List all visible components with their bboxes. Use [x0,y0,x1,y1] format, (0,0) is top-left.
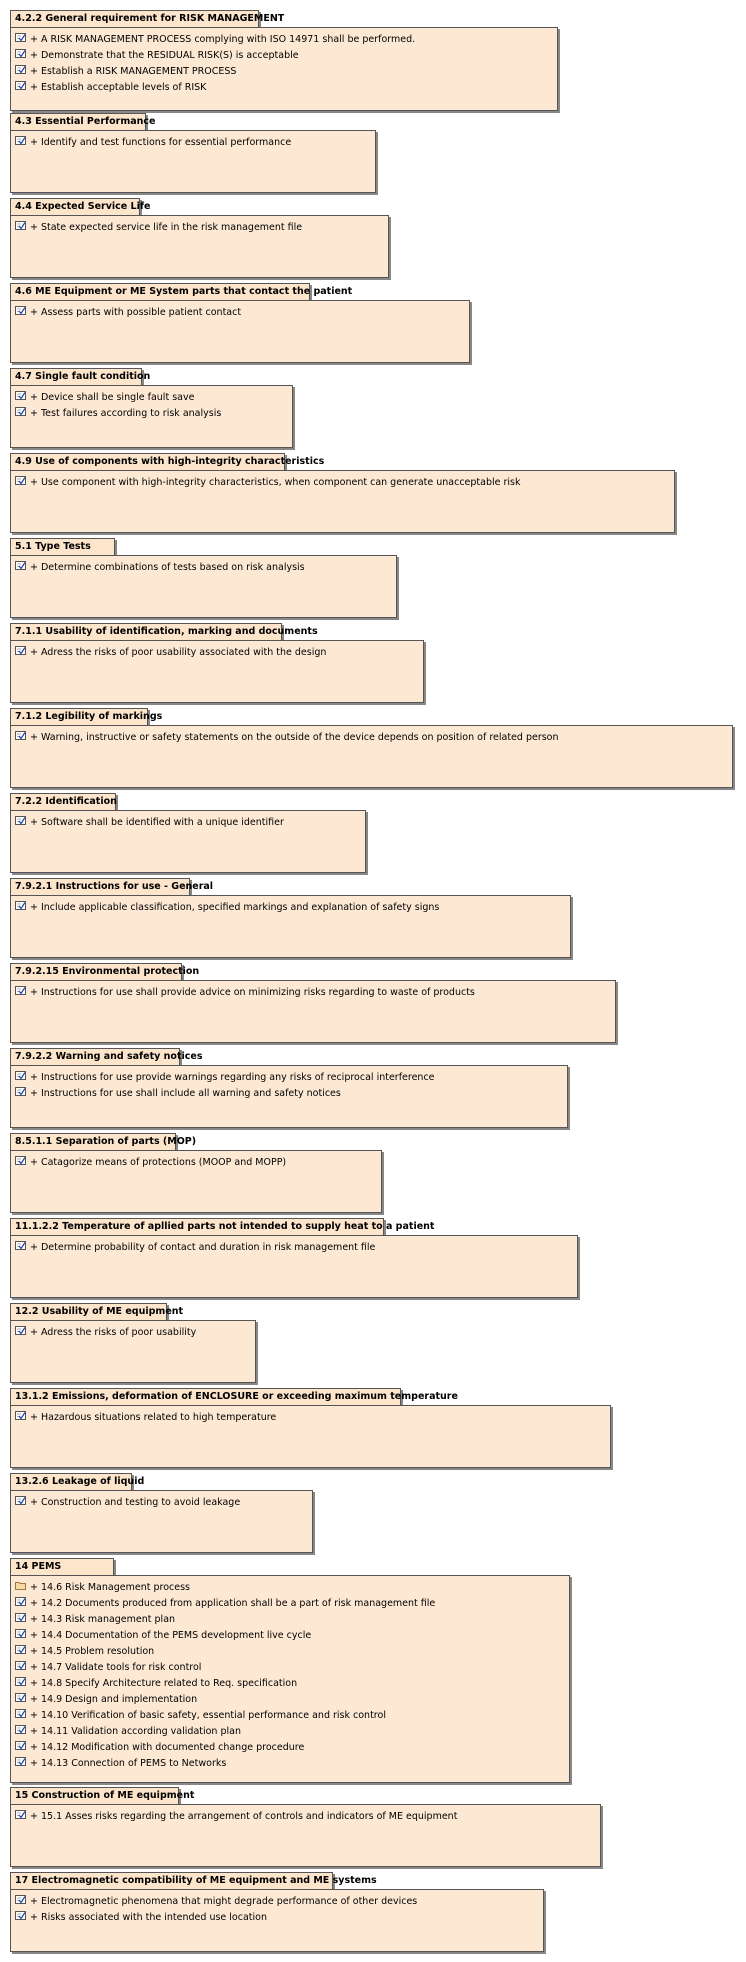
requirement-icon [15,1612,30,1628]
package-title: 8.5.1.1 Separation of parts (MOP) [10,1133,176,1150]
item-label: + 14.12 Modification with documented change procedure [30,1742,305,1753]
package-body [10,1150,382,1213]
list-item[interactable] [15,1086,567,1102]
item-label: + 14.3 Risk management plan [30,1614,176,1625]
item-label: + 15.1 Asses risks regarding the arrangement of controls and indicators of ME equipment [30,1811,458,1822]
item-label: + 14.13 Connection of PEMS to Networks [30,1758,227,1769]
list-item[interactable] [15,1708,569,1724]
requirement-icon [15,1708,30,1724]
list-item[interactable] [15,135,375,151]
item-label: + 14.5 Problem resolution [30,1646,155,1657]
requirement-icon [15,1809,30,1825]
package-title: 13.1.2 Emissions, deformation of ENCLOSURE or exceeding maximum temperature [10,1388,401,1405]
list-item[interactable] [15,48,557,64]
item-label: + Instructions for use shall include all warning and safety notices [30,1088,341,1099]
item-label: + Adress the risks of poor usability associated with the design [30,647,327,658]
item-label: + Hazardous situations related to high temperature [30,1412,277,1423]
item-label: + Establish a RISK MANAGEMENT PROCESS [30,66,237,77]
package-title: 11.1.2.2 Temperature of apllied parts not intended to supply heat to a patient [10,1218,384,1235]
list-item[interactable] [15,645,423,661]
requirement-icon [15,1410,30,1426]
requirement-icon [15,1660,30,1676]
list-item[interactable] [15,1596,569,1612]
requirement-icon [15,1692,30,1708]
list-item[interactable] [15,730,732,746]
package-title: 4.3 Essential Performance [10,113,146,130]
package-title: 4.2.2 General requirement for RISK MANAGEMENT [10,10,259,27]
list-item[interactable] [15,1155,381,1171]
item-label: + Adress the risks of poor usability [30,1327,197,1338]
package-title: 7.9.2.1 Instructions for use - General [10,878,190,895]
package-body [10,215,389,278]
package-body [10,1065,568,1128]
package-title: 5.1 Type Tests [10,538,115,555]
list-item[interactable] [15,1612,569,1628]
list-item[interactable] [15,1660,569,1676]
list-item[interactable] [15,220,388,236]
list-item[interactable] [15,1756,569,1772]
item-label: + 14.8 Specify Architecture related to Req. specification [30,1678,298,1689]
requirement-icon [15,1325,30,1341]
list-item[interactable] [15,1740,569,1756]
item-label: + Determine combinations of tests based on risk analysis [30,562,305,573]
list-item[interactable] [15,390,292,406]
package-title: 4.6 ME Equipment or ME System parts that contact the patient [10,283,310,300]
package-body [10,1235,578,1298]
requirement-icon [15,80,30,96]
list-item[interactable] [15,64,557,80]
package-title: 7.9.2.2 Warning and safety notices [10,1048,180,1065]
requirement-icon [15,475,30,491]
requirement-icon [15,1240,30,1256]
package-body [10,1804,601,1867]
list-item[interactable] [15,32,557,48]
requirement-icon [15,1894,30,1910]
item-label: + Construction and testing to avoid leakage [30,1497,241,1508]
package-body [10,725,733,788]
item-label: + Software shall be identified with a unique identifier [30,817,284,828]
package-title: 15 Construction of ME equipment [10,1787,179,1804]
requirement-icon [15,32,30,48]
item-label: + Establish acceptable levels of RISK [30,82,207,93]
package-body [10,470,675,533]
list-item[interactable] [15,1894,543,1910]
item-label: + Instructions for use provide warnings regarding any risks of reciprocal interference [30,1072,435,1083]
item-label: + 14.7 Validate tools for risk control [30,1662,202,1673]
list-item[interactable] [15,900,570,916]
package-title: 13.2.6 Leakage of liquid [10,1473,132,1490]
list-item[interactable] [15,815,365,831]
package-body [10,555,397,618]
item-label: + Demonstrate that the RESIDUAL RISK(S) is acceptable [30,50,299,61]
requirement-icon [15,1676,30,1692]
package-title: 7.1.2 Legibility of markings [10,708,148,725]
package-body [10,895,571,958]
requirement-icon [15,48,30,64]
requirement-icon [15,985,30,1001]
package-body [10,385,293,448]
package-body [10,1405,611,1468]
package-body [10,1320,256,1383]
item-label: + Catagorize means of protections (MOOP and MOPP) [30,1157,287,1168]
package-title: 7.9.2.15 Environmental protection [10,963,182,980]
package-body [10,810,366,873]
requirement-icon [15,135,30,151]
requirement-icon [15,1155,30,1171]
requirement-icon [15,900,30,916]
package-body [10,27,558,111]
requirement-icon [15,1596,30,1612]
item-label: + 14.6 Risk Management process [30,1582,190,1593]
item-label: + Risks associated with the intended use location [30,1912,267,1923]
item-label: + Include applicable classification, specified markings and explanation of safety signs [30,902,440,913]
list-item[interactable] [15,1580,569,1596]
requirement-icon [15,560,30,576]
list-item[interactable] [15,1692,569,1708]
list-item[interactable] [15,985,615,1001]
package-title: 14 PEMS [10,1558,114,1575]
item-label: + Assess parts with possible patient contact [30,307,242,318]
package-title: 4.9 Use of components with high-integrity characteristics [10,453,285,470]
package-icon [15,1580,30,1596]
requirement-icon [15,730,30,746]
package-body [10,980,616,1043]
item-label: + Test failures according to risk analysis [30,408,222,419]
item-label: + Use component with high-integrity characteristics, when component can generate unacceptable risk [30,477,521,488]
list-item[interactable] [15,1809,600,1825]
requirement-icon [15,1070,30,1086]
item-label: + 14.10 Verification of basic safety, essential performance and risk control [30,1710,386,1721]
requirement-icon [15,1910,30,1926]
package-title: 12.2 Usability of ME equipment [10,1303,167,1320]
package-title: 4.7 Single fault condition [10,368,142,385]
requirement-icon [15,1495,30,1511]
list-item[interactable] [15,1495,312,1511]
item-label: + 14.9 Design and implementation [30,1694,198,1705]
list-item[interactable] [15,406,292,422]
package-title: 4.4 Expected Service Life [10,198,140,215]
package-title: 7.2.2 Identification [10,793,116,810]
requirement-icon [15,1086,30,1102]
requirement-icon [15,1724,30,1740]
requirement-icon [15,1644,30,1660]
list-item[interactable] [15,1240,577,1256]
list-item[interactable] [15,1910,543,1926]
package-body [10,1490,313,1553]
package-body [10,130,376,193]
list-item[interactable] [15,1628,569,1644]
item-label: + Instructions for use shall provide advice on minimizing risks regarding to waste of products [30,987,475,998]
list-item[interactable] [15,1325,255,1341]
requirement-icon [15,1756,30,1772]
item-label: + Identify and test functions for essential performance [30,137,292,148]
requirement-icon [15,1628,30,1644]
requirement-icon [15,815,30,831]
requirement-icon [15,406,30,422]
item-label: + Warning, instructive or safety statements on the outside of the device depends on position of related person [30,732,559,743]
list-item[interactable] [15,560,396,576]
requirement-icon [15,1740,30,1756]
package-title: 7.1.1 Usability of identification, marking and documents [10,623,282,640]
package-body [10,1889,544,1952]
item-label: + 14.11 Validation according validation plan [30,1726,241,1737]
requirement-icon [15,390,30,406]
item-label: + 14.2 Documents produced from application shall be a part of risk management file [30,1598,436,1609]
package-body [10,300,470,363]
list-item[interactable] [15,305,469,321]
item-label: + Electromagnetic phenomena that might degrade performance of other devices [30,1896,418,1907]
requirement-icon [15,305,30,321]
list-item[interactable] [15,475,674,491]
item-label: + State expected service life in the risk management file [30,222,303,233]
package-title: 17 Electromagnetic compatibility of ME equipment and ME systems [10,1872,333,1889]
item-label: + Device shall be single fault save [30,392,195,403]
list-item[interactable] [15,1410,610,1426]
requirement-icon [15,220,30,236]
requirement-icon [15,645,30,661]
list-item[interactable] [15,1724,569,1740]
requirement-icon [15,64,30,80]
list-item[interactable] [15,1676,569,1692]
list-item[interactable] [15,80,557,96]
package-body [10,640,424,703]
package-body [10,1575,570,1783]
item-label: + Determine probability of contact and duration in risk management file [30,1242,376,1253]
list-item[interactable] [15,1070,567,1086]
item-label: + 14.4 Documentation of the PEMS development live cycle [30,1630,312,1641]
item-label: + A RISK MANAGEMENT PROCESS complying with ISO 14971 shall be performed. [30,34,416,45]
list-item[interactable] [15,1644,569,1660]
